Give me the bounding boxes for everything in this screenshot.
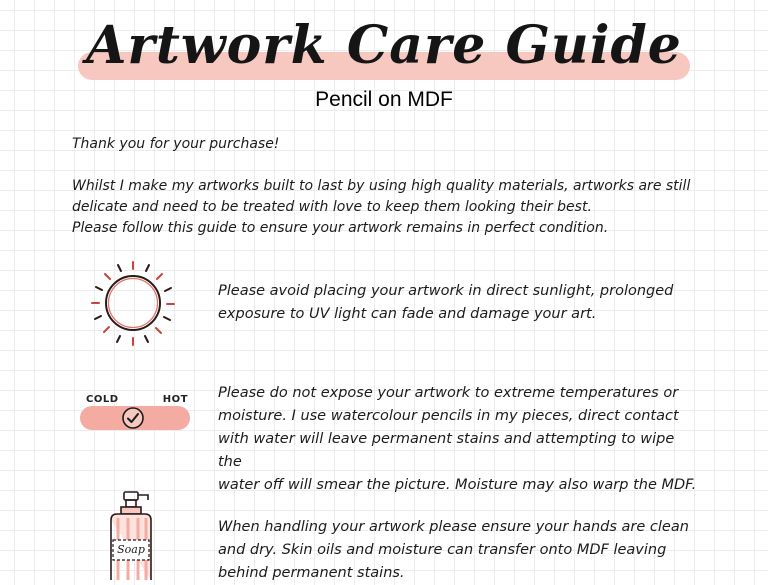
sunlight-care-text	[218, 280, 698, 326]
handling-care-text	[218, 516, 698, 585]
temperature-line: moisture. I use watercolour pencils in my pieces, direct contact	[218, 408, 679, 424]
handling-line: behind permanent stains.	[218, 565, 405, 581]
sun-icon	[88, 258, 178, 348]
soap-bottle-icon	[102, 490, 172, 580]
temperature-care-text	[218, 382, 698, 497]
page-subtitle: Pencil on MDF	[315, 88, 453, 111]
page-title: Artwork Care Guide	[86, 15, 682, 76]
temperature-line: with water will leave permanent stains and attempting to wipe the	[218, 431, 675, 470]
temperature-line: water off will smear the picture. Moisture may also warp the MDF.	[218, 477, 697, 493]
temperature-check-icon	[120, 405, 146, 431]
cold-label: COLD	[86, 394, 119, 405]
soap-label: Soap	[117, 543, 145, 556]
intro-line: Please follow this guide to ensure your artwork remains in perfect condition.	[72, 220, 609, 236]
handling-line: When handling your artwork please ensure your hands are clean	[218, 519, 689, 535]
intro-paragraph	[72, 176, 712, 239]
handling-line: and dry. Skin oils and moisture can transfer onto MDF leaving	[218, 542, 667, 558]
temperature-line: Please do not expose your artwork to extreme temperatures or	[218, 385, 679, 401]
thank-you-text: Thank you for your purchase!	[72, 136, 280, 152]
intro-line: Whilst I make my artworks built to last by using high quality materials, artworks are still	[72, 178, 691, 194]
hot-label: HOT	[162, 394, 188, 405]
sunlight-line: exposure to UV light can fade and damage your art.	[218, 306, 597, 322]
sunlight-line: Please avoid placing your artwork in direct sunlight, prolonged	[218, 283, 674, 299]
intro-line: delicate and need to be treated with love to keep them looking their best.	[72, 199, 592, 215]
